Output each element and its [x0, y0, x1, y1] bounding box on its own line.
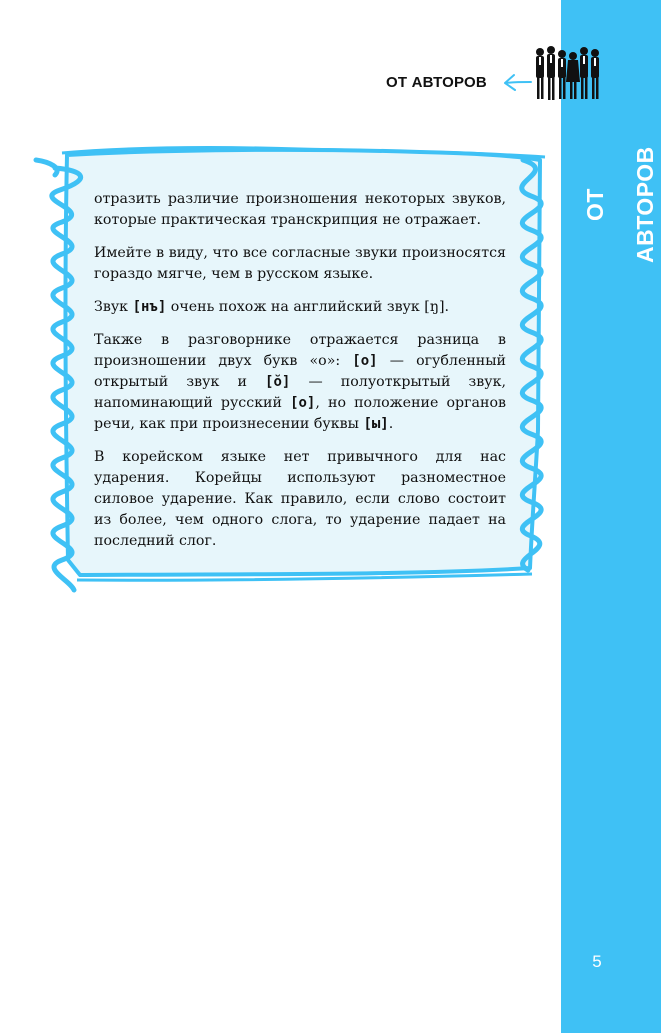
symbol-o: [о] [352, 353, 378, 369]
p4-text-1: Также в разговорнике отражается разница в произношении двух букв «о»: [94, 332, 506, 369]
p4-text-4: , но положение органов речи, как при произнесении буквы [94, 395, 506, 432]
p4-text-5: . [388, 416, 394, 432]
paragraph-3 [94, 297, 506, 318]
sidebar-section-title: ОТ АВТОРОВ [582, 146, 658, 264]
p4-text-3: — полуоткрытый звук, напоминающий русский [94, 374, 506, 411]
paragraph-4 [94, 330, 506, 435]
p3-text-1: Звук [94, 299, 133, 315]
p4-text-2: — огубленный открытый звук и [94, 353, 506, 390]
paragraph-5: В корейском языке нет привычного для нас ударения. Корейцы используют разноместное силовое ударение. Как правило, если слово состоит из более, чем одного слога, то ударение падает на последний слог. [94, 449, 506, 549]
page-number: 5 [592, 952, 602, 971]
paragraph-2: Имейте в виду, что все согласные звуки произносятся гораздо мягче, чем в русском языке. [94, 245, 506, 282]
p3-text-2: очень похож на английский звук [ŋ]. [166, 299, 449, 315]
paragraph-1: отразить различие произношения некоторых звуков, которые практическая транскрипция не отражает. [94, 191, 506, 228]
symbol-y: [ы] [363, 416, 389, 432]
main-text-block [94, 189, 506, 564]
symbol-o-2: [о] [290, 395, 316, 411]
symbol-o-breve: [ŏ] [265, 374, 291, 390]
symbol-ng: [нъ] [132, 299, 167, 315]
header-title: ОТ АВТОРОВ [386, 74, 487, 91]
